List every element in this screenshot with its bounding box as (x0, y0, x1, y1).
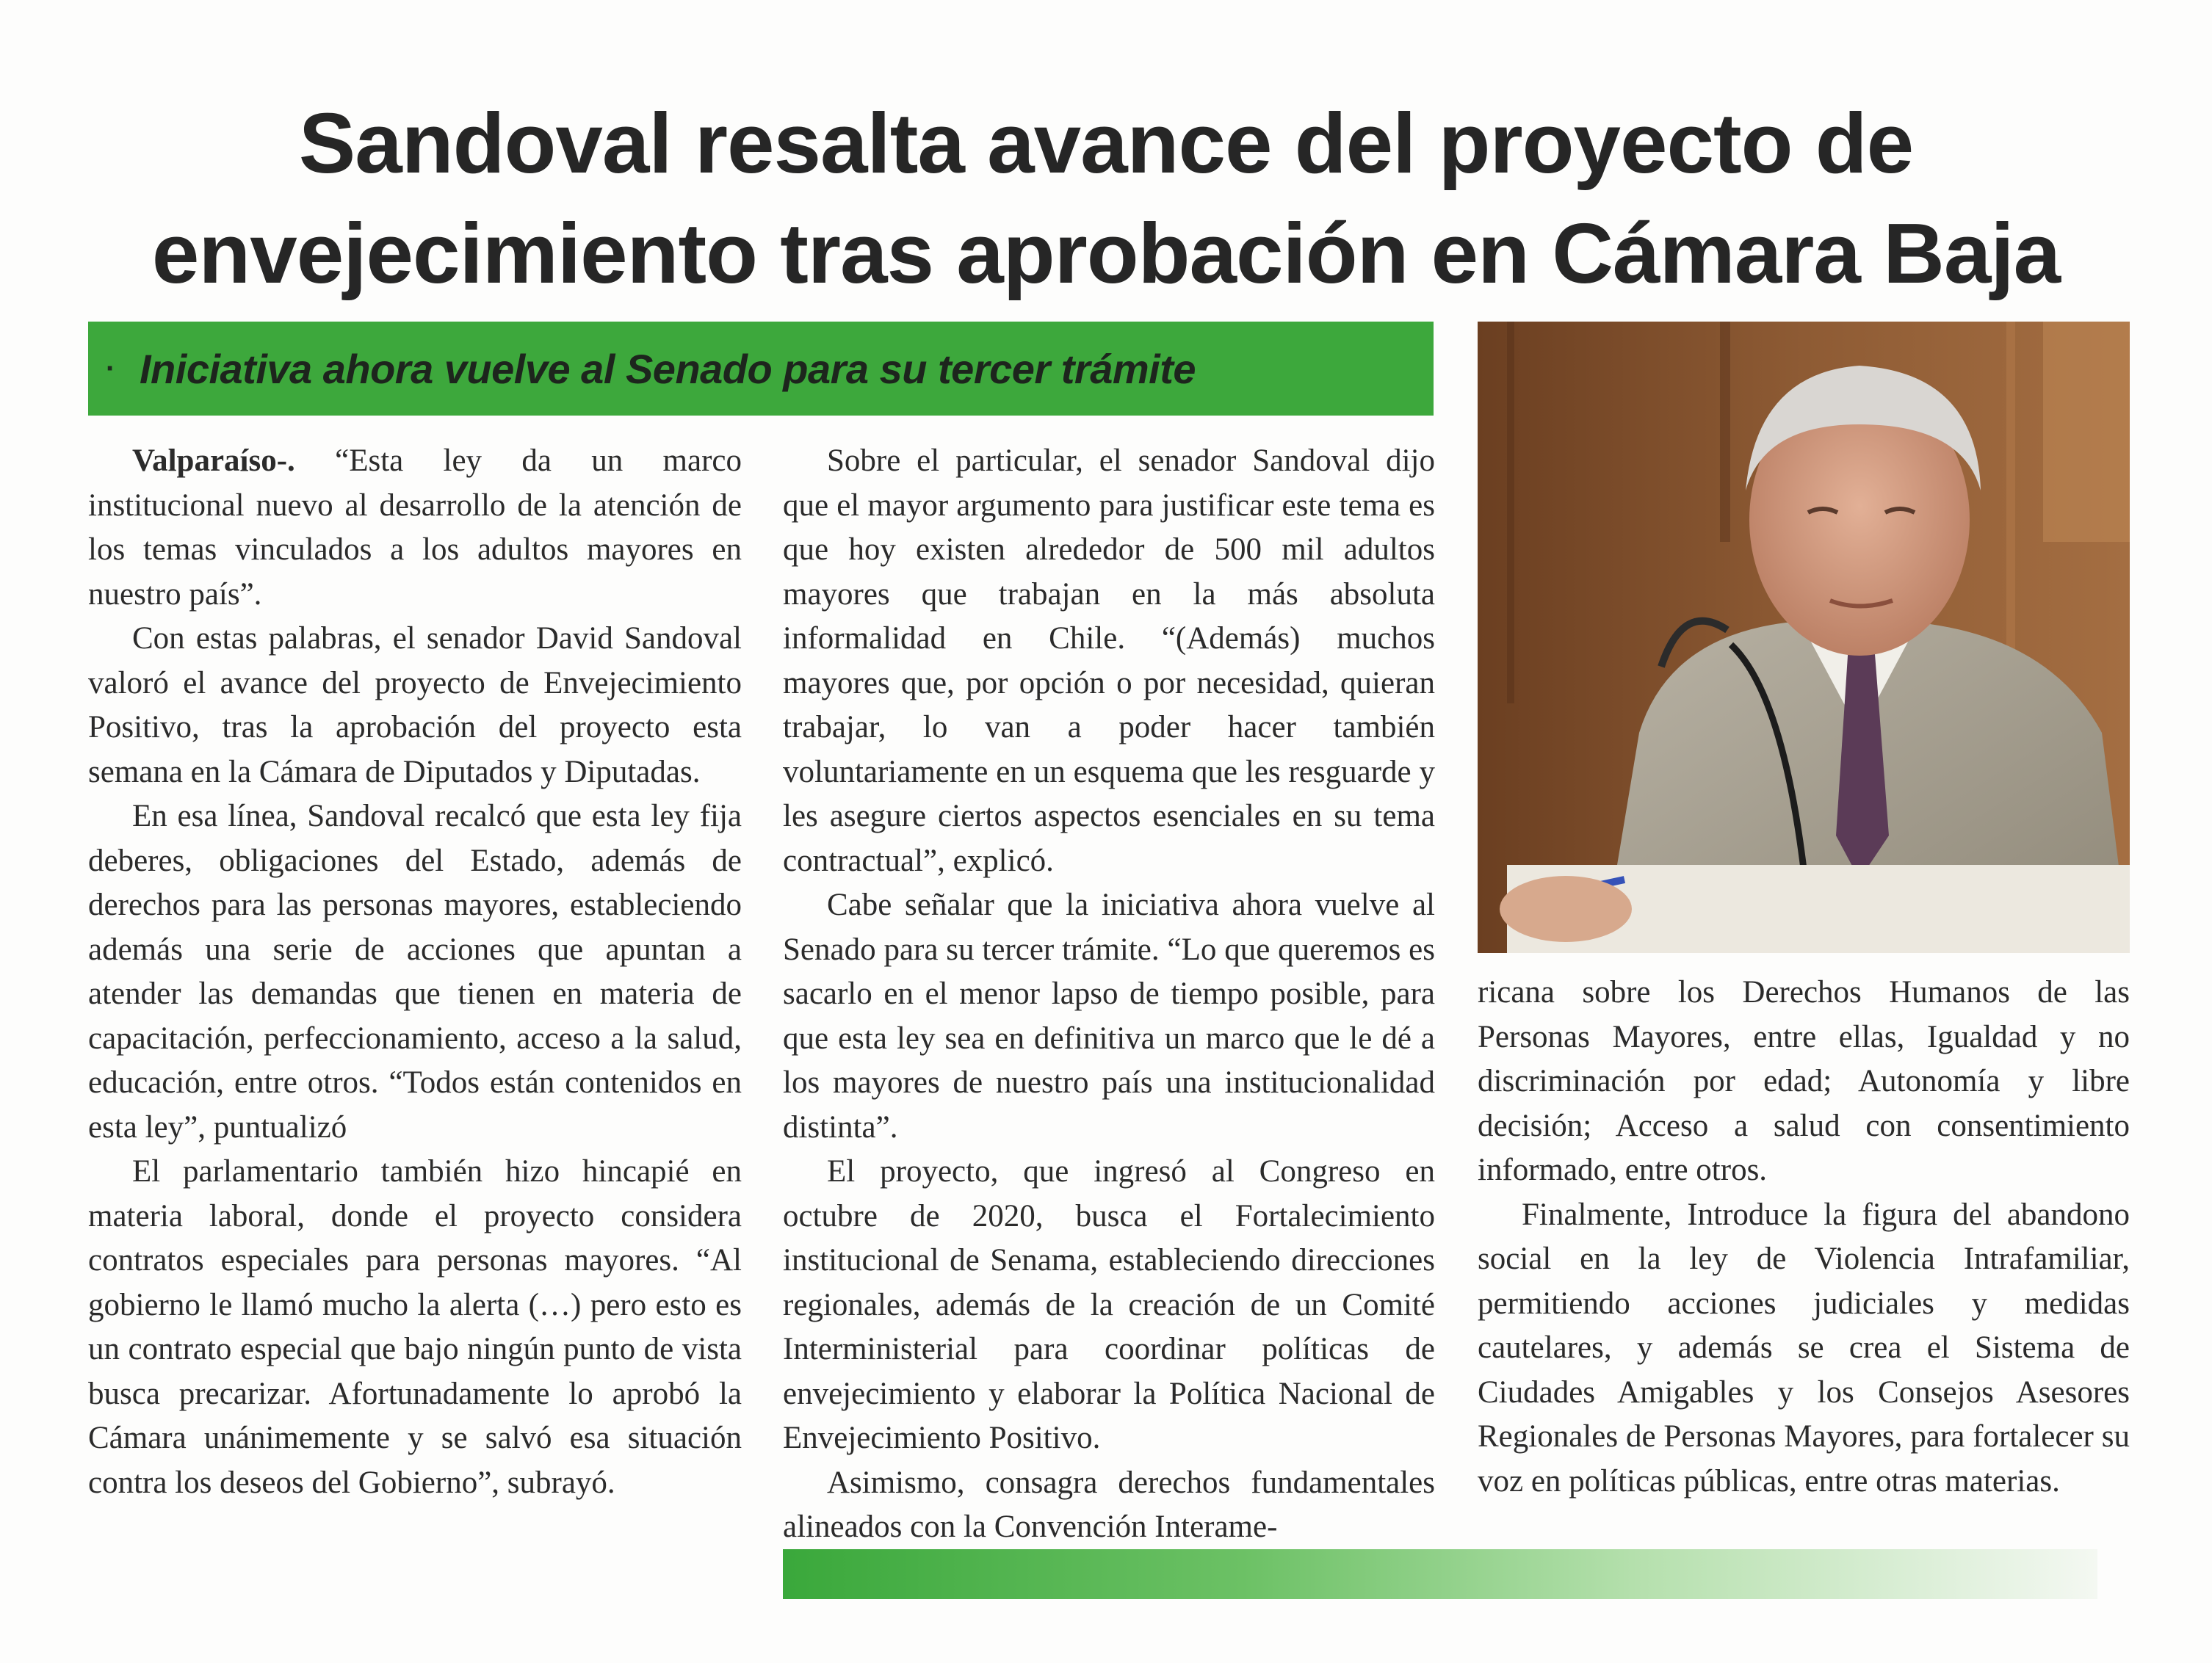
paragraph-4: El parlamentario también hizo hincapié en materia laboral, donde el proyecto considera contratos especiales para personas mayores. “Al gobierno le llamó mucho la alerta (…) pero esto es un contrato especial que bajo ningún punto de vista busca precarizar. Afortunadamente lo aprobó la Cámara unánimemente y se salvó esa situación contra los deseos del Gobierno”, subrayó. (88, 1154, 742, 1500)
decorative-gradient-bar (783, 1549, 2097, 1599)
paragraph-9: Finalmente, Introduce la figura del abandono social en la ley de Violencia Intrafamiliar, permitiendo acciones judiciales y medidas cautelares, y además se crea el Sistema de Ciudades Amigables y los Consejos Asesores Regionales de Personas Mayores, para fortalecer su voz en políticas públicas, entre otras materias. (1478, 1197, 2130, 1499)
headline-line-1: Sandoval resalta avance del proyecto de (298, 95, 1914, 191)
senator-portrait-photo (1478, 322, 2130, 953)
paragraph-7: El proyecto, que ingresó al Congreso en octubre de 2020, busca el Fortalecimiento institucional de Senama, estableciendo direcciones regionales, además de la creación de un Comité Interministerial para coordinar políticas de envejecimiento y elaborar la Política Nacional de Envejecimiento Positivo. (783, 1154, 1435, 1455)
paragraph-1 (88, 439, 742, 617)
paragraph-1-text: “Esta ley da un marco institucional nuevo al desarrollo de la atención de los temas vinculados a los adultos mayores en nuestro país”. (88, 443, 742, 612)
portrait-illustration (1478, 322, 2130, 953)
article-column-3 (1478, 971, 2130, 1504)
paragraph-8-continued: ricana sobre los Derechos Humanos de las Personas Mayores, entre ellas, Igualdad y no discriminación por edad; Autonomía y libre decisión; Acceso a salud con consentimiento informado, entre otros. (1478, 975, 2130, 1187)
subheadline-bar (88, 322, 1434, 416)
paragraph-2: Con estas palabras, el senador David Sandoval valoró el avance del proyecto de Envejecimiento Positivo, tras la aprobación del proyecto esta semana en la Cámara de Diputados y Diputadas. (88, 621, 742, 789)
paragraph-3: En esa línea, Sandoval recalcó que esta ley fija deberes, obligaciones del Estado, además de derechos para las personas mayores, estableciendo además una serie de acciones que apuntan a atender las demandas que tienen en materia de capacitación, perfeccionamiento, acceso a la salud, educación, entre otros. “Todos están contenidos en esta ley”, puntualizó (88, 799, 742, 1145)
article-column-2 (783, 439, 1435, 1550)
article-column-1 (88, 439, 742, 1505)
paragraph-6: Cabe señalar que la iniciativa ahora vuelve al Senado para su tercer trámite. “Lo que queremos es sacarlo en el menor lapso de tiempo posible, para que esta ley sea en definitiva un marco que le dé a los mayores de nuestro país una institucionalidad distinta”. (783, 888, 1435, 1145)
headline-line-2: envejecimiento tras aprobación en Cámara Baja (151, 206, 2061, 301)
paragraph-5: Sobre el particular, el senador Sandoval dijo que el mayor argumento para justificar este tema es que hoy existen alrededor de 500 mil adultos mayores que trabajan en la más absoluta informalidad en Chile. “(Además) muchos mayores que, por opción o por necesidad, quieran trabajar, lo van a poder hacer también voluntariamente en un esquema que les resguarde y les asegure ciertos aspectos esenciales en su tema contractual”, explicó. (783, 443, 1435, 878)
subheadline: Iniciativa ahora vuelve al Senado para su tercer trámite (140, 345, 1196, 392)
bullet-icon: · (106, 352, 116, 385)
paragraph-8: Asimismo, consagra derechos fundamentales alineados con la Convención Interame- (783, 1465, 1435, 1544)
dateline: Valparaíso-. (132, 443, 295, 478)
headline (44, 88, 2168, 308)
